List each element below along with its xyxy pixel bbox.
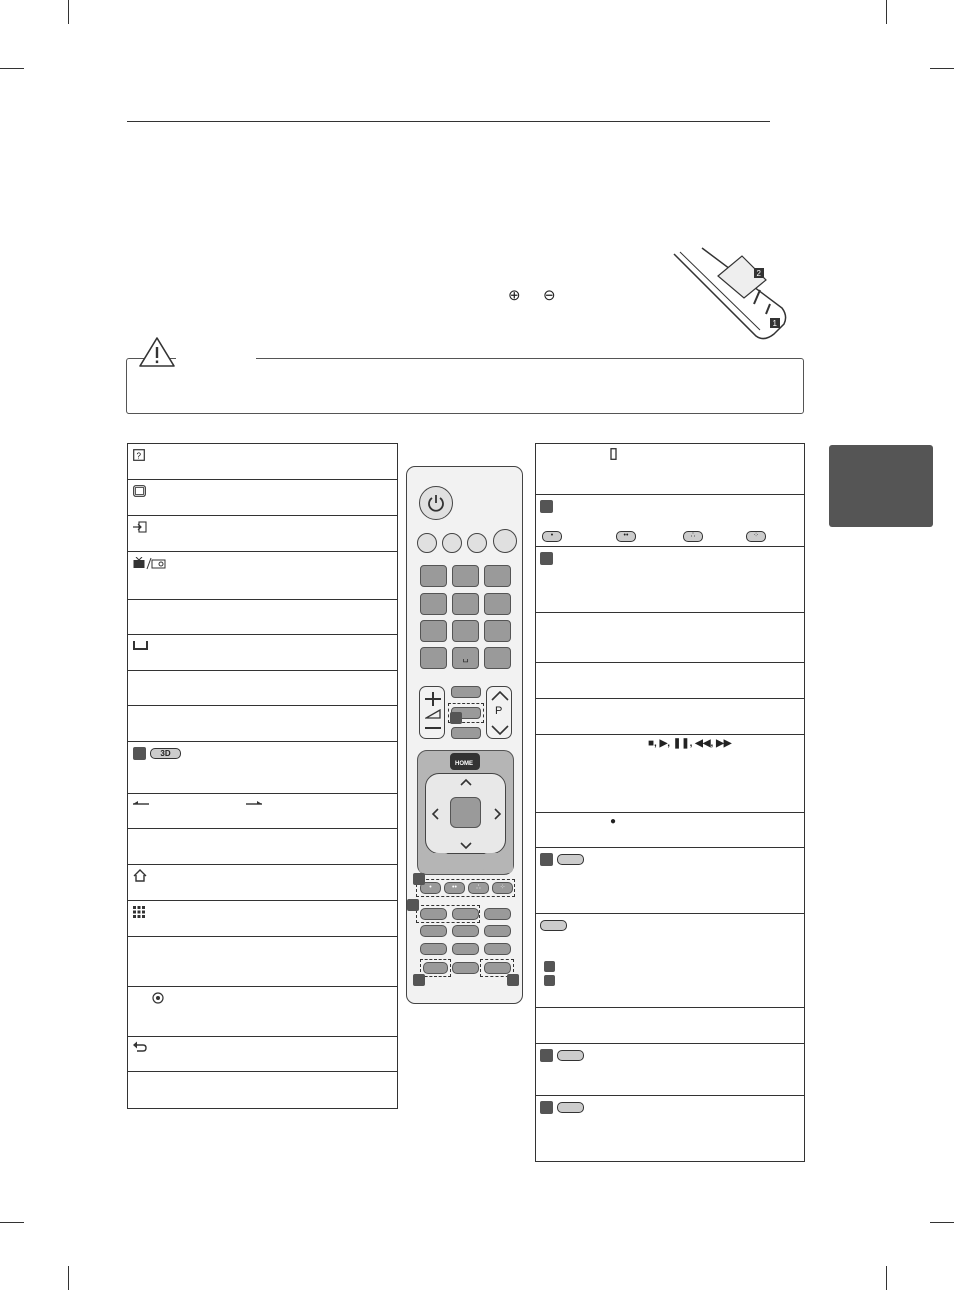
arrow-right-icon [246, 801, 262, 807]
energy-key[interactable] [423, 962, 448, 974]
channel-p-label: P [495, 705, 503, 717]
list-button[interactable] [420, 647, 447, 669]
number-button[interactable] [420, 620, 447, 642]
table-row [536, 914, 804, 1008]
table-row [536, 495, 804, 547]
blue-key[interactable]: ⁘ [492, 882, 513, 894]
table-row [128, 794, 397, 829]
table-row [128, 600, 397, 635]
marker-badge [407, 899, 419, 911]
input-button[interactable] [467, 533, 487, 553]
crop-mark [930, 68, 954, 69]
table-row [536, 613, 804, 663]
caution-gap [176, 355, 256, 361]
table-row [536, 444, 804, 495]
number-button[interactable] [420, 565, 447, 587]
exit-icon [610, 448, 618, 460]
media-symbols: ■, ▶, ❚❚, ◀◀, ▶▶ [648, 738, 732, 749]
table-row [536, 1044, 804, 1096]
number-button[interactable] [452, 565, 479, 587]
marker-badge [544, 961, 555, 972]
space-icon [133, 641, 149, 651]
table-row [128, 480, 397, 516]
table-row [536, 547, 804, 613]
settings-key[interactable] [484, 962, 511, 974]
marker-badge [540, 552, 553, 565]
table-row [128, 444, 397, 480]
step-1-label: 1 [772, 319, 777, 328]
home-icon [133, 869, 147, 882]
back-button[interactable] [419, 853, 449, 873]
blank-key-icon [557, 1102, 584, 1113]
record-symbol: ● [610, 816, 617, 827]
subtitle-key[interactable] [484, 908, 511, 920]
back-icon [133, 1041, 147, 1053]
caution-box [126, 358, 804, 414]
header-rule [127, 121, 770, 122]
av-mode-key[interactable] [452, 962, 479, 974]
yellow-key[interactable]: ∴ [468, 882, 489, 894]
table-row [536, 1096, 804, 1161]
text-key[interactable] [420, 908, 447, 920]
energy-saving-icon [557, 854, 584, 865]
marker-badge [540, 500, 553, 513]
stop-key[interactable] [420, 925, 447, 937]
green-key[interactable]: •• [444, 882, 465, 894]
rewind-key[interactable] [420, 943, 447, 955]
table-row [536, 813, 804, 848]
help-icon [133, 449, 145, 461]
mute-button-2[interactable] [451, 727, 481, 739]
record-key[interactable] [484, 943, 511, 955]
table-row [128, 671, 397, 706]
ratio-button[interactable] [442, 533, 462, 553]
left-button-table [127, 443, 398, 1109]
home-button[interactable] [450, 753, 480, 770]
ok-button[interactable] [450, 797, 481, 828]
red-key-icon: • [542, 531, 562, 542]
number-button[interactable] [452, 620, 479, 642]
table-row [536, 663, 804, 699]
table-row [536, 1008, 804, 1044]
table-row [536, 699, 804, 735]
crop-mark [886, 0, 887, 24]
marker-badge [544, 975, 555, 986]
help-button[interactable] [417, 533, 437, 553]
number-button[interactable] [452, 593, 479, 615]
table-row [128, 865, 397, 901]
forward-key[interactable] [452, 943, 479, 955]
table-row [128, 635, 397, 671]
power-icon [427, 493, 445, 513]
number-button[interactable] [484, 565, 511, 587]
power-button[interactable] [419, 486, 453, 520]
table-row [128, 552, 397, 600]
number-button[interactable] [484, 620, 511, 642]
number-button[interactable] [484, 593, 511, 615]
crop-mark [0, 1222, 24, 1223]
play-key[interactable] [452, 925, 479, 937]
flashbk-button[interactable] [484, 647, 511, 669]
marker-badge [540, 1049, 553, 1062]
marker-badge [540, 1101, 553, 1114]
crop-mark [930, 1222, 954, 1223]
fav-button[interactable] [451, 686, 481, 698]
settings-icon [557, 1050, 584, 1061]
volume-rocker[interactable] [419, 686, 445, 739]
table-row [128, 829, 397, 865]
table-row [536, 848, 804, 914]
green-key-icon: •• [616, 531, 636, 542]
channel-rocker[interactable] [486, 686, 512, 739]
table-row [128, 901, 397, 937]
table-row [128, 706, 397, 742]
blue-key-icon: ⁘ [746, 531, 766, 542]
step-2-label: 2 [756, 269, 761, 278]
marker-badge [413, 974, 425, 986]
red-key[interactable]: • [420, 882, 441, 894]
table-row [128, 1037, 397, 1072]
pause-key[interactable] [484, 925, 511, 937]
home-label: HOME [455, 761, 473, 767]
table-row [128, 1072, 397, 1108]
ratio-icon [133, 485, 146, 497]
marker-badge [507, 974, 519, 986]
table-row [128, 987, 397, 1037]
table-row [536, 735, 804, 813]
crop-mark [0, 68, 24, 69]
chapter-tab [829, 445, 933, 527]
tv-radio-icon [133, 557, 167, 570]
svg-text:?: ? [136, 451, 141, 461]
marker-badge [540, 853, 553, 866]
t-opt-key[interactable] [452, 908, 479, 920]
battery-cover-illustration [668, 246, 808, 342]
marker-badge [413, 873, 425, 885]
number-button[interactable] [420, 593, 447, 615]
plus-symbol: ⊕ [508, 287, 521, 304]
av-mode-icon [540, 920, 567, 931]
crop-mark [68, 0, 69, 24]
caution-warning-icon [138, 336, 176, 368]
crop-mark [886, 1266, 887, 1290]
marker-badge [133, 747, 146, 760]
yellow-key-icon: ∴ [683, 531, 703, 542]
table-row [128, 742, 397, 794]
marker-badge [450, 712, 462, 724]
tv-radio-button[interactable] [493, 529, 517, 553]
crop-mark [68, 1266, 69, 1290]
table-row [128, 937, 397, 987]
ok-icon [152, 992, 164, 1004]
3d-button-icon: 3D [150, 748, 181, 759]
minus-symbol: ⊖ [543, 287, 556, 304]
menu-grid-icon [133, 906, 145, 918]
arrow-left-icon [133, 801, 149, 807]
table-row [128, 516, 397, 552]
right-button-table [535, 443, 805, 1162]
exit-button[interactable] [483, 853, 513, 873]
remote-control-illustration [406, 466, 523, 1004]
input-icon [133, 521, 147, 533]
space-button[interactable]: ␣ [452, 647, 479, 669]
